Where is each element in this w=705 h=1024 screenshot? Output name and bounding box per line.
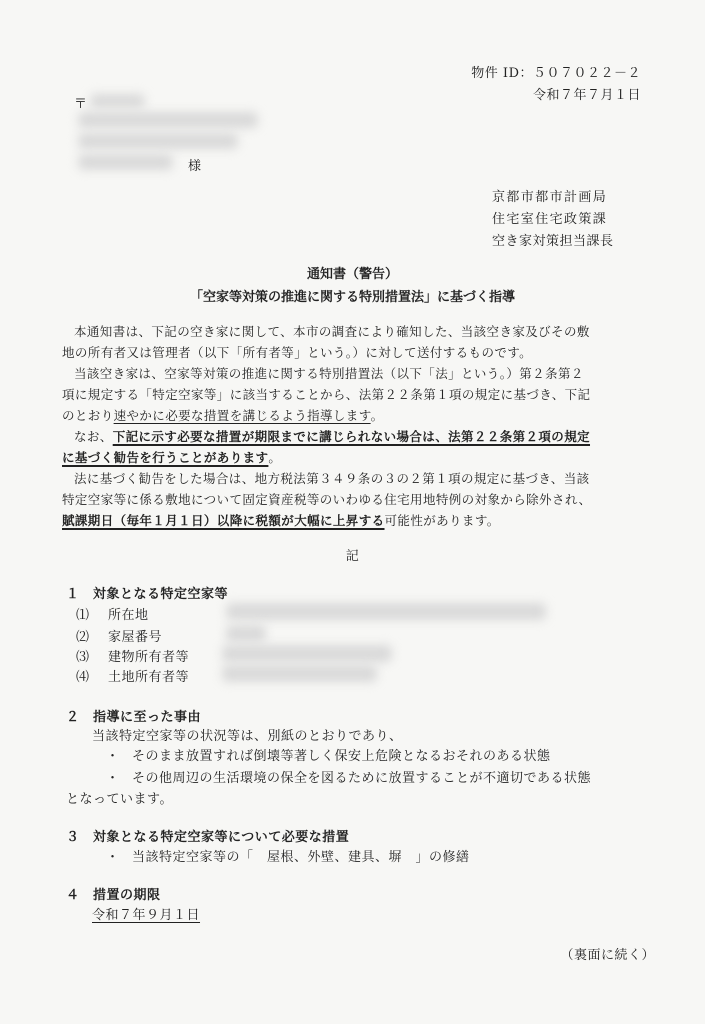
deadline-date: 令和７年９月１日 <box>92 908 201 923</box>
item3-number: ⑶ <box>76 650 90 665</box>
body-text <box>62 321 662 531</box>
section2-reason2: その他周辺の生活環境の保全を図るために放置することが不適切である状態 <box>132 771 592 786</box>
sender-division: 住宅室住宅政策課 <box>492 212 608 227</box>
sender-bureau: 京都市都市計画局 <box>492 190 608 205</box>
item2-label: 家屋番号 <box>108 630 163 645</box>
redacted-address-line2 <box>78 133 238 149</box>
postal-mark: 〒 <box>74 97 88 112</box>
p4-line3-b: 可能性があります。 <box>384 513 500 528</box>
p3-line1 <box>62 426 662 447</box>
ki-marker: 記 <box>345 549 360 564</box>
bullet: ・ <box>106 749 120 764</box>
section3-measure: 当該特定空家等の「 屋根、外壁、建具、塀 」の修繕 <box>132 850 470 865</box>
p2-line3-c: 。 <box>370 408 384 423</box>
item1-label: 所在地 <box>108 608 149 623</box>
item4-label: 土地所有者等 <box>108 670 190 685</box>
bullet: ・ <box>106 850 120 865</box>
redacted-location <box>226 603 546 620</box>
p2-line2: 項に規定する「特定空家等」に該当することから、法第２２条第１項の規定に基づき、下記 <box>62 387 591 402</box>
continued-note: （裏面に続く） <box>560 948 655 963</box>
item2-number: ⑵ <box>76 630 90 645</box>
redacted-land-owner <box>222 665 377 682</box>
sender-title: 空き家対策担当課長 <box>492 234 614 249</box>
p3-warning-underlined: 下記に示す必要な措置が期限までに講じられない場合は、法第２２条第２項の規定 <box>112 429 591 444</box>
redacted-address-line1 <box>78 112 258 128</box>
p1-line1: 本通知書は、下記の空き家に関して、本市の調査により確知した、当該空き家及びその敷 <box>74 324 590 339</box>
p4-tax-warning-underlined: 賦課期日（毎年１月１日）以降に税額が大幅に上昇する <box>62 513 385 528</box>
document-title: 通知書（警告） <box>306 267 398 282</box>
p2-line3 <box>62 405 662 426</box>
p3-line2 <box>62 447 662 468</box>
p1-line2: 地の所有者又は管理者（以下「所有者等」という。）に対して送付するものです。 <box>62 345 533 360</box>
item3-label: 建物所有者等 <box>108 650 190 665</box>
section2-heading: ２ 指導に至った事由 <box>66 710 202 725</box>
item1-number: ⑴ <box>76 608 90 623</box>
p2-instruction-underlined: 速やかに必要な措置を講じるよう指導します <box>113 408 371 423</box>
property-id: 物件 ID：５０７０２２－２ <box>471 66 641 81</box>
redacted-recipient-name <box>78 154 173 170</box>
p4-line3 <box>62 510 662 531</box>
section3-heading: ３ 対象となる特定空家等について必要な措置 <box>66 830 350 845</box>
p2-line3-a: のとおり <box>62 408 114 423</box>
redacted-building-owner <box>222 645 392 662</box>
section2-outro: となっています。 <box>66 792 173 807</box>
bullet: ・ <box>106 771 120 786</box>
document-subtitle: 「空家等対策の推進に関する特別措置法」に基づく指導 <box>189 290 515 305</box>
p3-warning-underlined-2: に基づく勧告を行うことがあります <box>62 450 269 465</box>
redacted-house-number <box>226 625 266 642</box>
p4-line1: 法に基づく勧告をした場合は、地方税法第３４９条の３の２第１項の規定に基づき、当該 <box>74 471 590 486</box>
redacted-postal-code <box>90 94 145 108</box>
issue-date: 令和７年７月１日 <box>532 88 641 103</box>
p2-line1: 当該空き家は、空家等対策の推進に関する特別措置法（以下「法」という。）第２条第２ <box>74 366 584 381</box>
item4-number: ⑷ <box>76 670 90 685</box>
section2-reason1: そのまま放置すれば倒壊等著しく保安上危険となるおそれのある状態 <box>132 749 551 764</box>
section2-intro: 当該特定空家等の状況等は、別紙のとおりであり、 <box>92 729 403 744</box>
honorific: 様 <box>188 159 202 174</box>
p3-line1-a: なお、 <box>74 429 113 444</box>
section1-heading: １ 対象となる特定空家等 <box>66 587 229 602</box>
section4-heading: ４ 措置の期限 <box>66 888 161 903</box>
p4-line2: 特定空家等に係る敷地について固定資産税等のいわゆる住宅用地特例の対象から除外され、 <box>62 492 592 507</box>
p3-line2-b: 。 <box>268 450 282 465</box>
